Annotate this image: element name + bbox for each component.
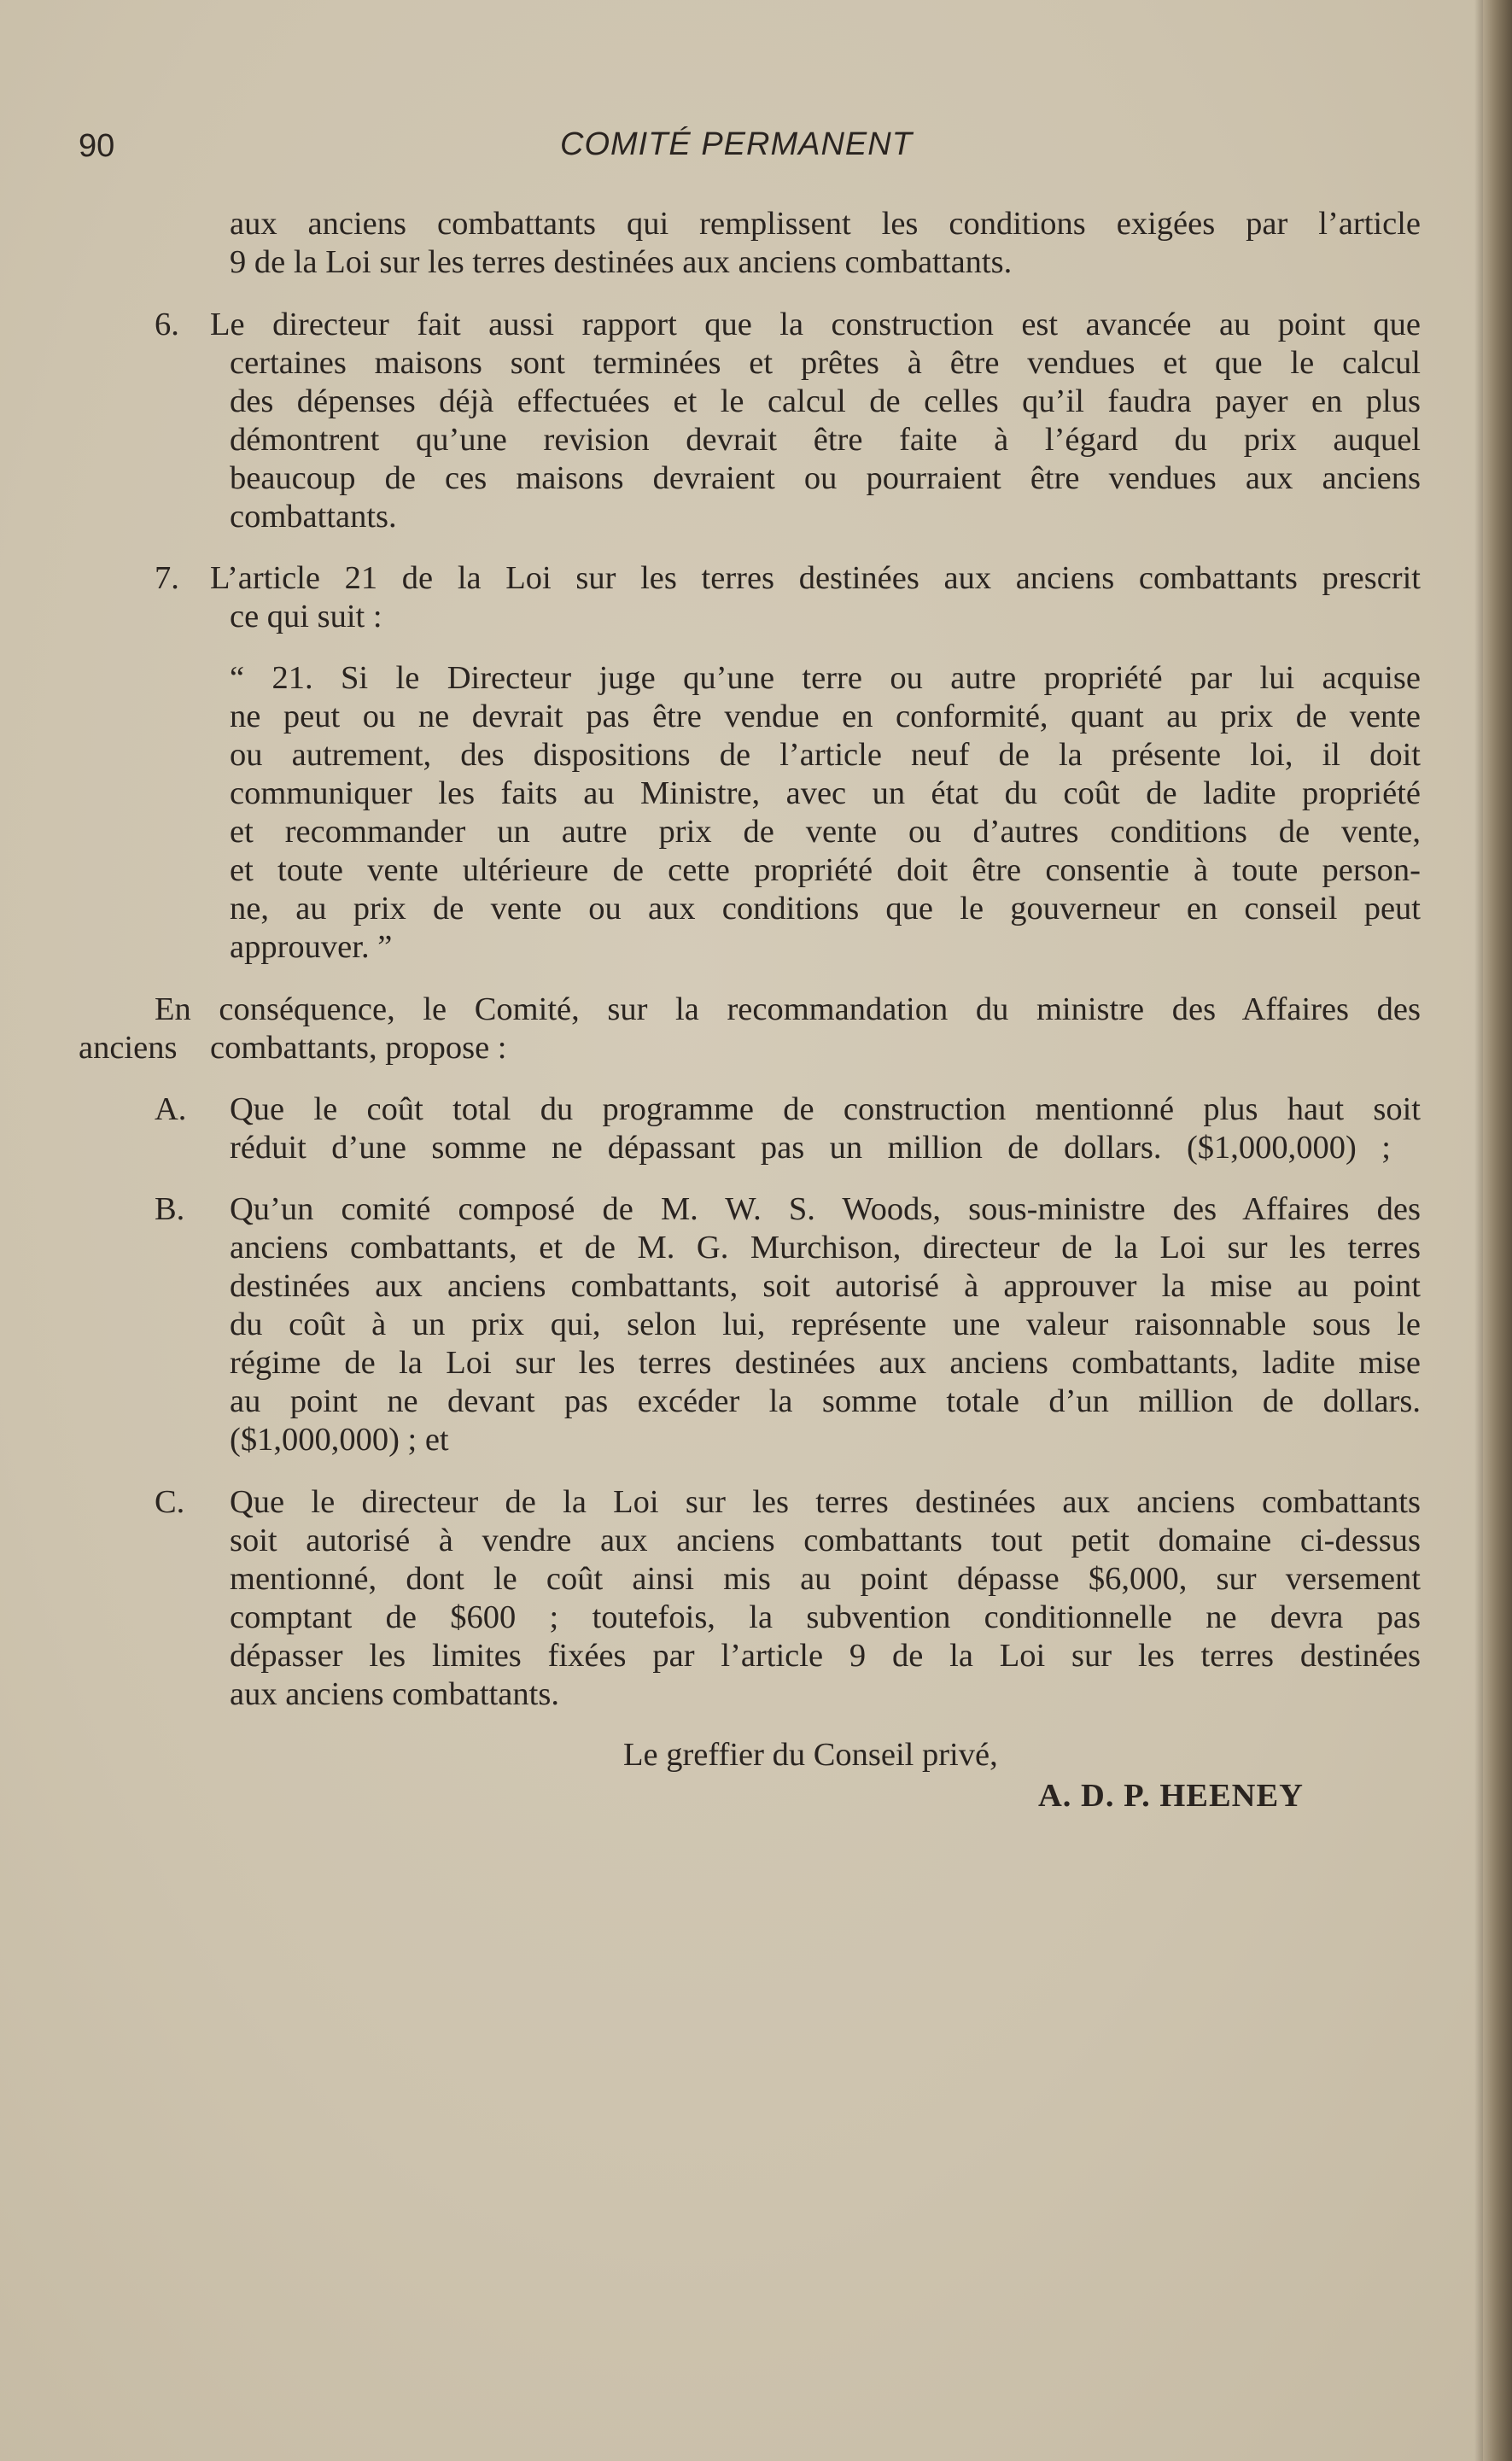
text-line: réduit d’une somme ne dépassant pas un million de dollars. ($1,000,000) ; xyxy=(230,1130,1391,1166)
quote-line: ou autrement, des dispositions de l’article neuf de la présente loi, il doit xyxy=(230,737,1421,773)
item-letter: A. xyxy=(155,1091,187,1127)
text-line: ce qui suit : xyxy=(230,599,382,634)
text-line: destinées aux anciens combattants, soit autorisé à approuver la mise au point xyxy=(230,1268,1421,1304)
paragraph-number: 7. xyxy=(155,560,179,596)
text-line: Qu’un comité composé de M. W. S. Woods, sous-ministre des Affaires des xyxy=(230,1191,1421,1227)
text-line: aux anciens combattants. xyxy=(230,1676,559,1712)
quote-line: communiquer les faits au Ministre, avec un état du coût de ladite propriété xyxy=(230,775,1421,811)
text-line: anciens xyxy=(79,1030,178,1066)
text-line: anciens combattants, et de M. G. Murchison, directeur de la Loi sur les terres xyxy=(230,1230,1421,1266)
text-line: 9 de la Loi sur les terres destinées aux anciens combattants. xyxy=(230,244,1013,280)
page-number: 90 xyxy=(79,128,115,164)
signature-name: A. D. P. HEENEY xyxy=(1038,1778,1304,1814)
text-line: aux anciens combattants qui remplissent les conditions exigées par l’article xyxy=(230,206,1421,242)
quote-line: ne peut ou ne devrait pas être vendue en conformité, quant au prix de vente xyxy=(230,699,1421,734)
text-line: combattants, propose : xyxy=(210,1030,507,1066)
quote-line: et toute vente ultérieure de cette propriété doit être consentie à toute person- xyxy=(230,852,1421,888)
text-line: au point ne devant pas excéder la somme totale d’un million de dollars. xyxy=(230,1383,1421,1419)
text-line: En conséquence, le Comité, sur la recommandation du ministre des Affaires des xyxy=(155,991,1421,1027)
text-line: beaucoup de ces maisons devraient ou pourraient être vendues aux anciens xyxy=(230,460,1421,496)
text-line: mentionné, dont le coût ainsi mis au point dépasse $6,000, sur versement xyxy=(230,1561,1421,1597)
text-line: certaines maisons sont terminées et prêtes à être vendues et que le calcul xyxy=(230,345,1421,381)
paragraph-number: 6. xyxy=(155,307,179,342)
text-line: démontrent qu’une revision devrait être faite à l’égard du prix auquel xyxy=(230,422,1421,458)
item-letter: C. xyxy=(155,1484,185,1520)
text-line: ($1,000,000) ; et xyxy=(230,1422,449,1458)
quote-line: “ 21. Si le Directeur juge qu’une terre ou autre propriété par lui acquise xyxy=(230,660,1421,696)
signature-title: Le greffier du Conseil privé, xyxy=(623,1737,998,1773)
quote-line: ne, au prix de vente ou aux conditions que le gouverneur en conseil peut xyxy=(230,891,1421,927)
page-edge-shadow xyxy=(1474,0,1483,2461)
text-line: Que le directeur de la Loi sur les terres destinées aux anciens combattants xyxy=(230,1484,1421,1520)
text-line: Le directeur fait aussi rapport que la construction est avancée au point que xyxy=(210,307,1421,342)
text-line: L’article 21 de la Loi sur les terres destinées aux anciens combattants prescrit xyxy=(210,560,1421,596)
text-line: régime de la Loi sur les terres destinées aux anciens combattants, ladite mise xyxy=(230,1345,1421,1381)
text-line: du coût à un prix qui, selon lui, représente une valeur raisonnable sous le xyxy=(230,1306,1421,1342)
text-line: combattants. xyxy=(230,499,397,535)
text-line: des dépenses déjà effectuées et le calcul de celles qu’il faudra payer en plus xyxy=(230,383,1421,419)
quote-line: et recommander un autre prix de vente ou d’autres conditions de vente, xyxy=(230,814,1421,850)
running-title: COMITÉ PERMANENT xyxy=(560,126,913,162)
page-edge xyxy=(1483,0,1512,2461)
text-line: dépasser les limites fixées par l’article 9 de la Loi sur les terres destinées xyxy=(230,1638,1421,1674)
text-line: soit autorisé à vendre aux anciens combattants tout petit domaine ci-dessus xyxy=(230,1523,1421,1558)
text-line: comptant de $600 ; toutefois, la subvention conditionnelle ne devra pas xyxy=(230,1599,1421,1635)
item-letter: B. xyxy=(155,1191,185,1227)
quote-line: approuver. ” xyxy=(230,929,393,965)
text-line: Que le coût total du programme de construction mentionné plus haut soit xyxy=(230,1091,1421,1127)
